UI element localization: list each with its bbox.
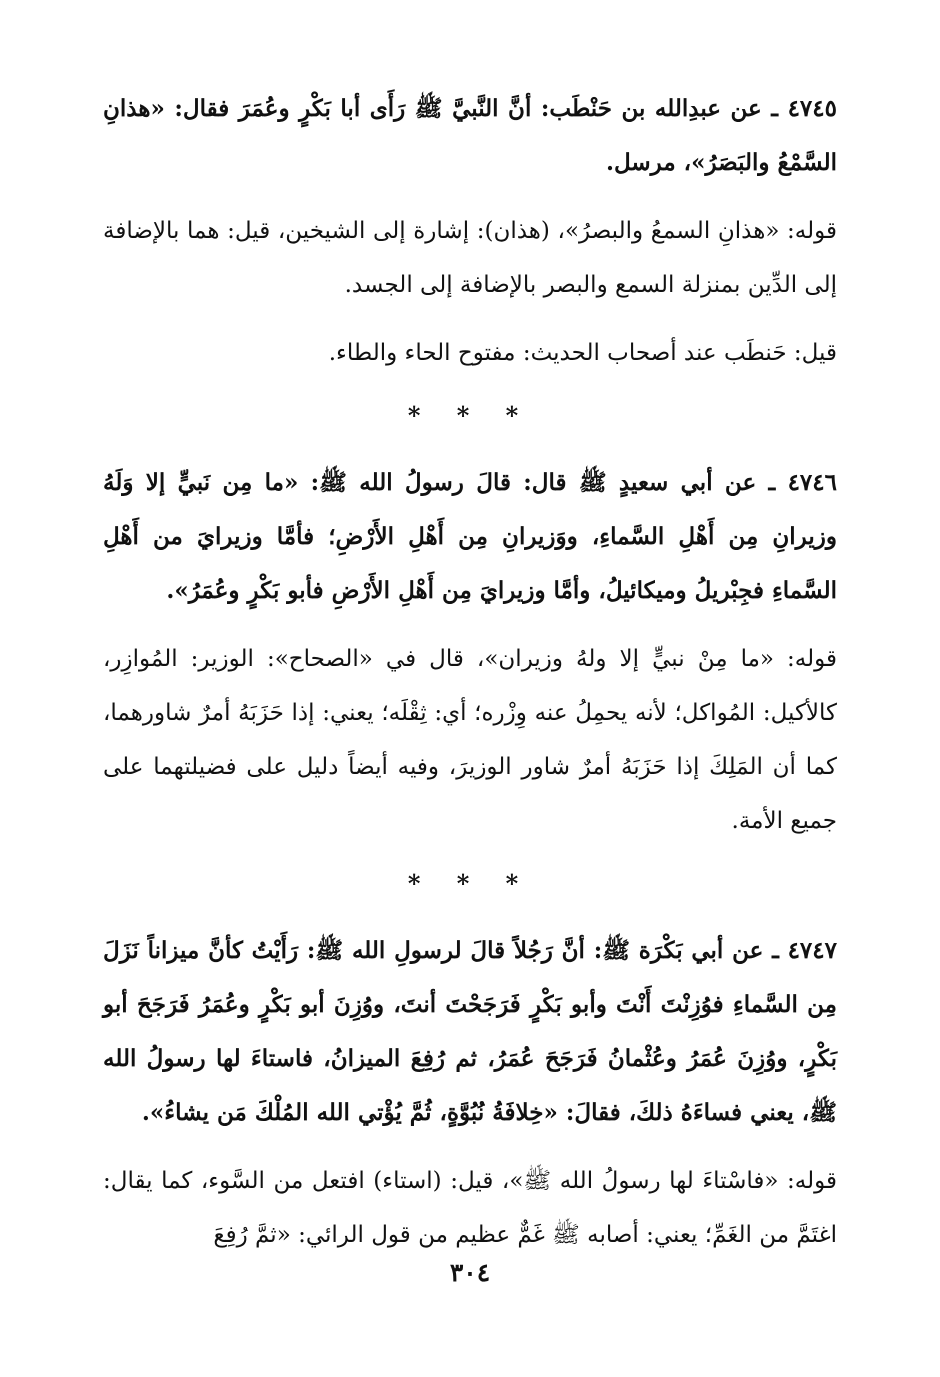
section-separator: * * * [407, 401, 533, 430]
commentary-4747-p1: قوله: «فاسْتاءَ لها رسولُ الله ﷺ»، قيل: (استاء) افتعل من السَّوء، كما يقال: اغتَمَّ من الغَمِّ؛ يعني: أصابه ﷺ غَمٌّ عظيم من قول الرائي: «ثمَّ رُفِعَ [103, 1168, 837, 1248]
page-number: ٣٠٤ [449, 1258, 491, 1287]
spacer [103, 312, 837, 326]
spacer [103, 190, 837, 204]
section-separator: * * * [407, 869, 533, 898]
commentary-4745-p2: قيل: حَنطَب عند أصحاب الحديث: مفتوح الحاء والطاء. [328, 340, 837, 366]
commentary-4746-p1: قوله: «ما مِنْ نبيٍّ إلا ولهُ وزيران»، قال في «الصحاح»: الوزير: المُوازِر، كالأكيل: المُواكل؛ لأنه يحمِلُ عنه وِزْره؛ أي: ثِقْلَه؛ يعني: إذا حَزَبَهُ أمرٌ شاورهما، كما أن المَلِكَ إذا حَزَبَهُ أمرٌ شاور الوزيرَ، وفيه أيضاً دليل على فضيلتهما على جميع الأمة. [103, 646, 837, 834]
hadith-4746: ٤٧٤٦ ـ عن أبي سعيدٍ ﷺ قال: قالَ رسولُ الله ﷺ: «ما مِن نَبيٍّ إلا وَلَهُ وزيرانِ مِن أَهْلِ السَّماءِ، ووَزيرانِ مِن أَهْلِ الأَرْضِ؛ فأمَّا وزيرايَ من أَهْلِ السَّماءِ فجِبْريلُ وميكائيلُ، وأمَّا وزيرايَ مِن أَهْلِ الأَرْضِ فأبو بَكْرٍ وعُمَرُ». [103, 469, 837, 604]
spacer [103, 1140, 837, 1154]
hadith-4747: ٤٧٤٧ ـ عن أبي بَكْرَة ﷺ: أنَّ رَجُلاً قالَ لرسولِ الله ﷺ: رَأَيْتُ كأنَّ ميزاناً نَزَلَ مِن السَّماءِ فوُزِنْتَ أَنْتَ وأبو بَكْرٍ فَرَجَحْتَ أنتَ، ووُزِنَ أبو بَكْرٍ وعُمَرُ فَرَجَحَ أبو بَكْرٍ، ووُزِنَ عُمَرُ وعُثْمانُ فَرَجَحَ عُمَرُ، ثم رُفِعَ الميزانُ، فاستاءَ لها رسولُ الله ﷺ، يعني فساءَهُ ذلكَ، فقالَ: «خِلافَةُ نُبُوَّةٍ، ثُمَّ يُؤْتي الله المُلْكَ مَن يشاءُ». [103, 937, 837, 1126]
commentary-4745-p1: قوله: «هذانِ السمعُ والبصرُ»، (هذان): إشارة إلى الشيخين، قيل: هما بالإضافة إلى الدِّين بمنزلة السمع والبصر بالإضافة إلى الجسد. [103, 218, 837, 298]
spacer [103, 618, 837, 632]
hadith-4745: ٤٧٤٥ ـ عن عبدِالله بن حَنْطَب: أنَّ النَّبيَّ ﷺ رَأَى أبا بَكْرٍ وعُمَرَ فقال: «هذانِ السَّمْعُ والبَصَرُ»، مرسل. [103, 95, 837, 176]
